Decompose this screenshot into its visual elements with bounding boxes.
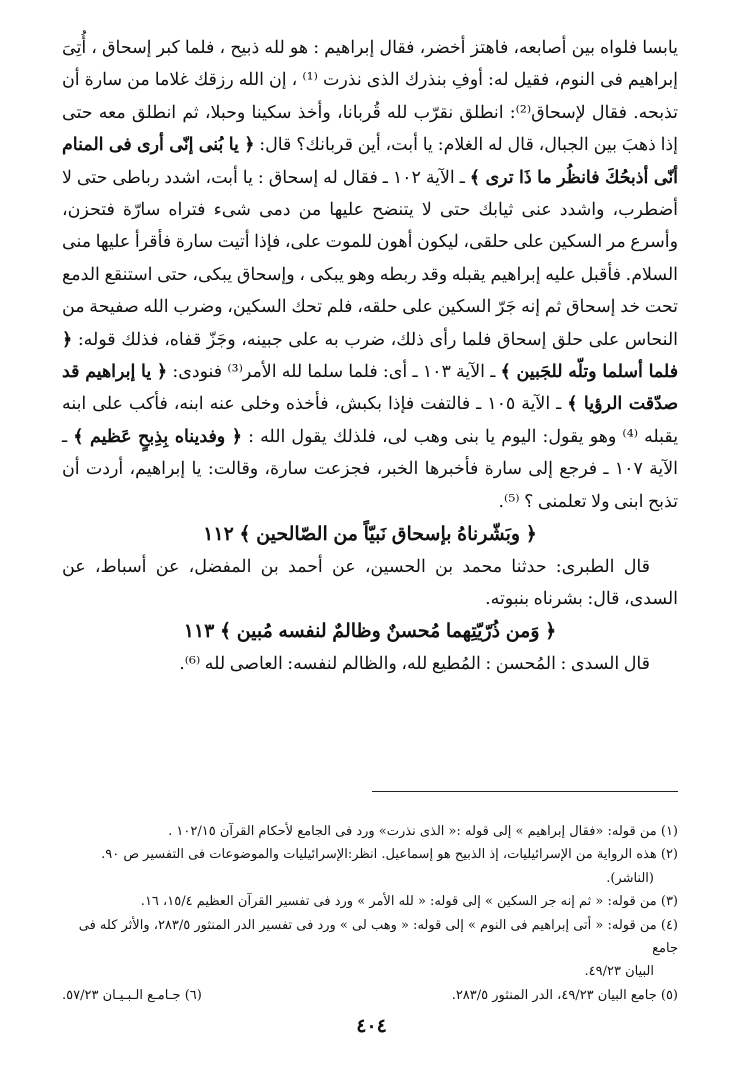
paragraph-1b-text: ـ الآية ١٠٢ ـ فقال له إسحاق : يا أبت، اشدد رباطى حتى لا أضطرب، واشدد عنى ثيابك حتى لا يتنضح عليها من دمى شىء فتراه سارّة فتحزن، وأسرع مر السكين على حلقى، ليكون أهون للموت على، فإذا أتيت سارة فأقرأ عليها منى السلام. فأقبل عليه إبراهيم يقبله وقد ربطه وهو يبكى ، وإسحاق يبكى، حتى استنقع الدمع تحت خد إسحاق ثم إنه جَرّ السكين على حلقه، فلم تحك السكين، وضرب الله صفيحة من النحاس على حلق إسحاق فلما رأى ذلك، ضرب به على جبينه، وجَزّ قفاه، فذلك قوله: — [62, 167, 679, 350]
footnote-2-continuation: (الناشر). — [606, 870, 654, 886]
footnote-2 — [62, 843, 678, 890]
paragraph-1d-text: ـ الآية ١٠٥ ـ فالتفت فإذا بكبش، فأخذه وخلى عنه ابنه، فأكب على ابنه يقبله ⁽⁴⁾ وهو يقول: اليوم يا بنى وهب لى، فلذلك يقول الله : — [62, 394, 679, 447]
verse-113-heading: ﴿ وَمن ذُرّيّتِهما مُحسنٌ وظالمٌ لنفسه مُبين ﴾ ١١٣ — [183, 620, 557, 643]
paragraph-1 — [62, 32, 678, 518]
footnote-6: (٦) جـامـع الـبـيـان ٥٧/٢٣. — [62, 987, 202, 1003]
quran-quote-2: ﴿ فلما أسلما وتلّه للجَبين ﴾ — [62, 329, 679, 383]
verse-112-heading: ﴿ وبَشّرناهُ بإسحاق نَبيّاً من الصّالحين ﴾ ١١٢ — [203, 523, 537, 546]
footnote-4-text: (٤) من قوله: « أتى إبراهيم فى النوم » إلى قوله: « وهب لى » ورد فى تفسير الدر المنثور ٢٨٣/٥، والأثر كله فى جامع — [78, 917, 678, 957]
paragraph-1-text: يابسا فلواه بين أصابعه، فاهتز أخضر، فقال إبراهيم : هو لله ذبيح ، فلما كبر إسحاق ، أُتِىَ إبراهيم فى النوم، فقيل له: أوفِ بنذرك الذى نذرت ⁽¹⁾ ، إن الله رزقك غلاما من سارة أن تذبحه. فقال لإسحاق⁽²⁾: انطلق نقرّب لله قُربانا، وأخذ سكينا وحبلا، ثم انطلق معه حتى إذا ذهبَ بين الجبال، قال له الغلام: يا أبت، أين قربانك؟ قال: — [62, 38, 678, 156]
paragraph-3: قال السدى : المُحسن : المُطيع لله، والظالم لنفسه: العاصى لله ⁽⁶⁾. — [179, 653, 650, 674]
footnotes — [62, 820, 678, 1007]
page-number: ٤٠٤ — [356, 1015, 387, 1037]
quran-quote-3: ﴿ يا إبراهيم قد صدّقت الرؤيا ﴾ — [62, 362, 678, 415]
footnotes-5-6-row — [62, 984, 678, 1007]
footnote-5: (٥) جامع البيان ٤٩/٢٣، الدر المنثور ٢٨٣/٥. — [451, 987, 678, 1003]
footnote-3: (٣) من قوله: « ثم إنه جر السكين » إلى قوله: « لله الأمر » ورد فى تفسير القرآن العظيم ١٥/٤، ١٦. — [140, 894, 678, 910]
quran-quote-1: ﴿ يا بُنى إنّى أرى فى المنام أنّى أذبحُكَ فانظُر ما ذَا ترى ﴾ — [62, 135, 678, 188]
quran-quote-4: ﴿ وفديناه بِذِبحٍ عَظيم ﴾ — [73, 426, 243, 447]
main-text — [62, 32, 678, 680]
footnote-1: (١) من قوله: «فقال إبراهيم » إلى قوله :« الذى نذرت» ورد فى الجامع لأحكام القرآن ١٠٢/١٥ . — [168, 824, 678, 839]
paragraph-1e-text: ـ الآية ١٠٧ ـ فرجع إلى سارة فأخبرها الخبر، فجزعت سارة، وقالت: يا إبراهيم، أردت أن تذبح ابنى ولا تعلمنى ؟ ⁽⁵⁾. — [62, 426, 678, 512]
paragraph-2: قال الطبرى: حدثنا محمد بن الحسين، عن أحمد بن المفضل، عن أسباط، عن السدى، قال: بشرناه بنبوته. — [62, 556, 678, 609]
footnote-4-continuation: البيان ٤٩/٢٣. — [584, 964, 654, 980]
footnote-4 — [62, 914, 678, 984]
paragraph-1c-text: ـ الآية ١٠٣ ـ أى: فلما سلما لله الأمر⁽³⁾ فنودى: — [172, 362, 496, 383]
footnote-2-text: (٢) هذه الرواية من الإسرائيليات، إذ الذبيح هو إسماعيل. انظر:الإسرائيليات والموضوعات فى التفسير ص ٩٠. — [101, 847, 678, 863]
footnote-divider — [372, 791, 678, 792]
